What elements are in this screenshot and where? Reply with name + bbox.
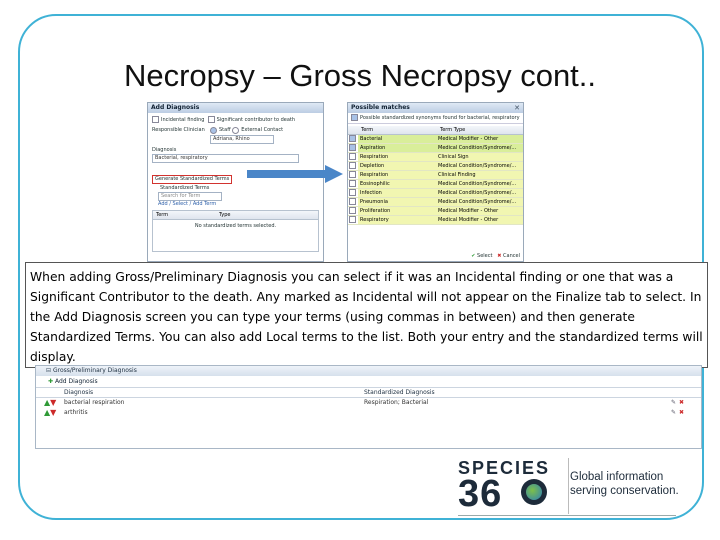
col-term-type: Term Type	[440, 127, 466, 133]
diagnosis-input[interactable]: Bacterial, respiratory	[152, 154, 299, 163]
check-icon: ✔	[471, 253, 476, 259]
select-all-checkbox[interactable]	[351, 114, 358, 121]
match-term: Infection	[358, 189, 436, 197]
header-text: Possible standardized synonyms found for bacterial, respiratory	[360, 115, 520, 121]
gross-standardized-cell: Respiration; Bacterial	[364, 399, 429, 406]
logo-number: 36	[458, 473, 503, 515]
cancel-button[interactable]: Cancel	[503, 253, 520, 259]
match-row[interactable]	[348, 135, 523, 144]
logo-divider	[568, 458, 569, 514]
standardized-grid	[152, 210, 319, 252]
tagline-line-2: serving conservation.	[570, 485, 679, 497]
match-row[interactable]	[348, 216, 523, 225]
matches-footer	[471, 253, 520, 259]
match-term: Aspiration	[358, 144, 436, 152]
gross-panel-title	[36, 366, 701, 376]
match-term-type: Medical Condition/Syndrome/...	[436, 162, 523, 170]
cancel-icon: ✖	[497, 253, 502, 259]
match-row[interactable]	[348, 198, 523, 207]
col-check	[348, 126, 358, 134]
generate-terms-button[interactable]: Generate Standardized Terms	[152, 175, 232, 184]
match-term-type: Medical Modifier - Other	[436, 207, 523, 215]
match-term: Pneumonia	[358, 198, 436, 206]
col-term: Term	[156, 212, 169, 218]
search-term-input[interactable]: Search for Term	[158, 192, 222, 201]
possible-matches-title	[348, 103, 523, 113]
match-term-type: Clinical Finding	[436, 171, 523, 179]
match-checkbox[interactable]	[349, 189, 356, 196]
match-checkbox[interactable]	[349, 180, 356, 187]
col-type: Type	[219, 212, 231, 218]
reorder-controls	[36, 398, 64, 408]
gross-row[interactable]	[36, 408, 701, 418]
match-term: Depletion	[358, 162, 436, 170]
move-down-icon[interactable]: ▼	[50, 398, 57, 407]
gross-grid-body	[36, 398, 701, 418]
move-up-icon[interactable]: ▲	[44, 408, 51, 417]
gross-toolbar	[36, 376, 701, 388]
match-term: Respiratory	[358, 216, 436, 224]
staff-radio[interactable]	[210, 127, 217, 134]
responsible-label: Responsible Clinician	[152, 127, 205, 133]
external-radio[interactable]	[232, 127, 239, 134]
delete-icon[interactable]: ✖	[679, 399, 685, 406]
col-standardized: Standardized Diagnosis	[364, 389, 435, 396]
gross-diagnosis-cell: arthritis	[64, 409, 88, 416]
match-row[interactable]	[348, 171, 523, 180]
possible-matches-title-text: Possible matches	[351, 104, 410, 111]
match-row[interactable]	[348, 180, 523, 189]
clinician-select[interactable]: Adriana, Rhino	[210, 135, 274, 144]
match-row[interactable]	[348, 207, 523, 216]
staff-label: Staff	[219, 127, 231, 133]
match-term: Bacterial	[358, 135, 436, 143]
col-order	[36, 388, 64, 397]
match-checkbox[interactable]	[349, 162, 356, 169]
match-term-type: Medical Condition/Syndrome/...	[436, 189, 523, 197]
diagnosis-label: Diagnosis	[152, 147, 177, 153]
col-diagnosis: Diagnosis	[64, 389, 94, 396]
match-checkbox[interactable]	[349, 153, 356, 160]
match-checkbox[interactable]	[349, 135, 356, 142]
match-term-type: Medical Condition/Syndrome/...	[436, 180, 523, 188]
gross-panel-title-text: Gross/Preliminary Diagnosis	[52, 367, 137, 374]
gross-diagnosis-cell: bacterial respiration	[64, 399, 125, 406]
col-term: Term	[361, 127, 374, 133]
standardized-label: Standardized Terms	[160, 185, 210, 191]
match-checkbox[interactable]	[349, 207, 356, 214]
add-icon: ✚	[48, 378, 54, 385]
row-actions	[671, 408, 701, 418]
arrow-right-icon	[247, 165, 343, 183]
gross-diagnosis-panel	[35, 365, 702, 449]
match-row[interactable]	[348, 162, 523, 171]
match-term-type: Medical Condition/Syndrome/...	[436, 144, 523, 152]
edit-icon[interactable]: ✎	[671, 399, 677, 406]
close-icon[interactable]: ✕	[514, 104, 520, 112]
match-term: Eosinophilic	[358, 180, 436, 188]
incidental-label: Incidental finding	[161, 117, 205, 123]
add-diagnosis-button[interactable]: Add Diagnosis	[54, 378, 98, 385]
external-label: External Contact	[241, 127, 284, 133]
move-up-icon[interactable]: ▲	[44, 398, 51, 407]
gross-grid-header	[36, 388, 701, 398]
match-checkbox[interactable]	[349, 216, 356, 223]
edit-icon[interactable]: ✎	[671, 409, 677, 416]
logo-underline	[458, 515, 676, 516]
select-button[interactable]: Select	[477, 253, 493, 259]
match-term-type: Clinical Sign	[436, 153, 523, 161]
match-term: Respiration	[358, 153, 436, 161]
add-diagnosis-title: Add Diagnosis	[148, 103, 323, 113]
gross-standardized-cell	[364, 408, 671, 418]
explanation-callout: When adding Gross/Preliminary Diagnosis you can select if it was an Incidental finding or one that was a Significant Contributor to the death. Any marked as Incidental will not appear on the Finalize tab to select. In the Add Diagnosis screen you can type your terms (using commas in between) and then generate Standardized Terms. You can also add Local terms to the list. Both your entry and the standardized terms will display.	[25, 262, 708, 368]
match-term-type: Medical Modifier - Other	[436, 216, 523, 224]
match-checkbox[interactable]	[349, 171, 356, 178]
matches-grid-header	[348, 126, 523, 135]
collapse-icon[interactable]: ⊟	[46, 367, 52, 374]
move-down-icon[interactable]: ▼	[50, 408, 57, 417]
match-term-type: Medical Condition/Syndrome/...	[436, 198, 523, 206]
match-term: Proliferation	[358, 207, 436, 215]
clinician-row	[152, 127, 319, 134]
logo-tagline	[570, 470, 679, 498]
possible-matches-window	[347, 102, 524, 262]
gross-row[interactable]	[36, 398, 701, 408]
match-term: Respiration	[358, 171, 436, 179]
matches-grid-body	[348, 135, 523, 225]
checkbox-row	[152, 116, 319, 124]
match-row[interactable]	[348, 144, 523, 153]
slide-title: Necropsy – Gross Necropsy cont..	[123, 58, 597, 93]
reorder-controls	[36, 408, 64, 418]
species360-logo	[458, 458, 688, 518]
tagline-line-1: Global information	[570, 471, 664, 483]
incidental-checkbox[interactable]	[152, 116, 159, 123]
add-local-term-link[interactable]: Add / Select / Add Term	[158, 201, 217, 207]
significant-checkbox[interactable]	[208, 116, 215, 123]
match-row[interactable]	[348, 189, 523, 198]
delete-icon[interactable]: ✖	[679, 409, 685, 416]
logo-word: SPECIES	[458, 458, 551, 478]
match-checkbox[interactable]	[349, 144, 356, 151]
match-row[interactable]	[348, 153, 523, 162]
match-term-type: Medical Modifier - Other	[436, 135, 523, 143]
row-actions	[671, 398, 701, 408]
significant-label: Significant contributor to death	[216, 117, 296, 123]
empty-grid-text: No standardized terms selected.	[194, 223, 277, 229]
globe-icon	[521, 479, 547, 505]
matches-header-text	[348, 113, 523, 124]
match-checkbox[interactable]	[349, 198, 356, 205]
standardized-grid-header	[153, 211, 318, 220]
